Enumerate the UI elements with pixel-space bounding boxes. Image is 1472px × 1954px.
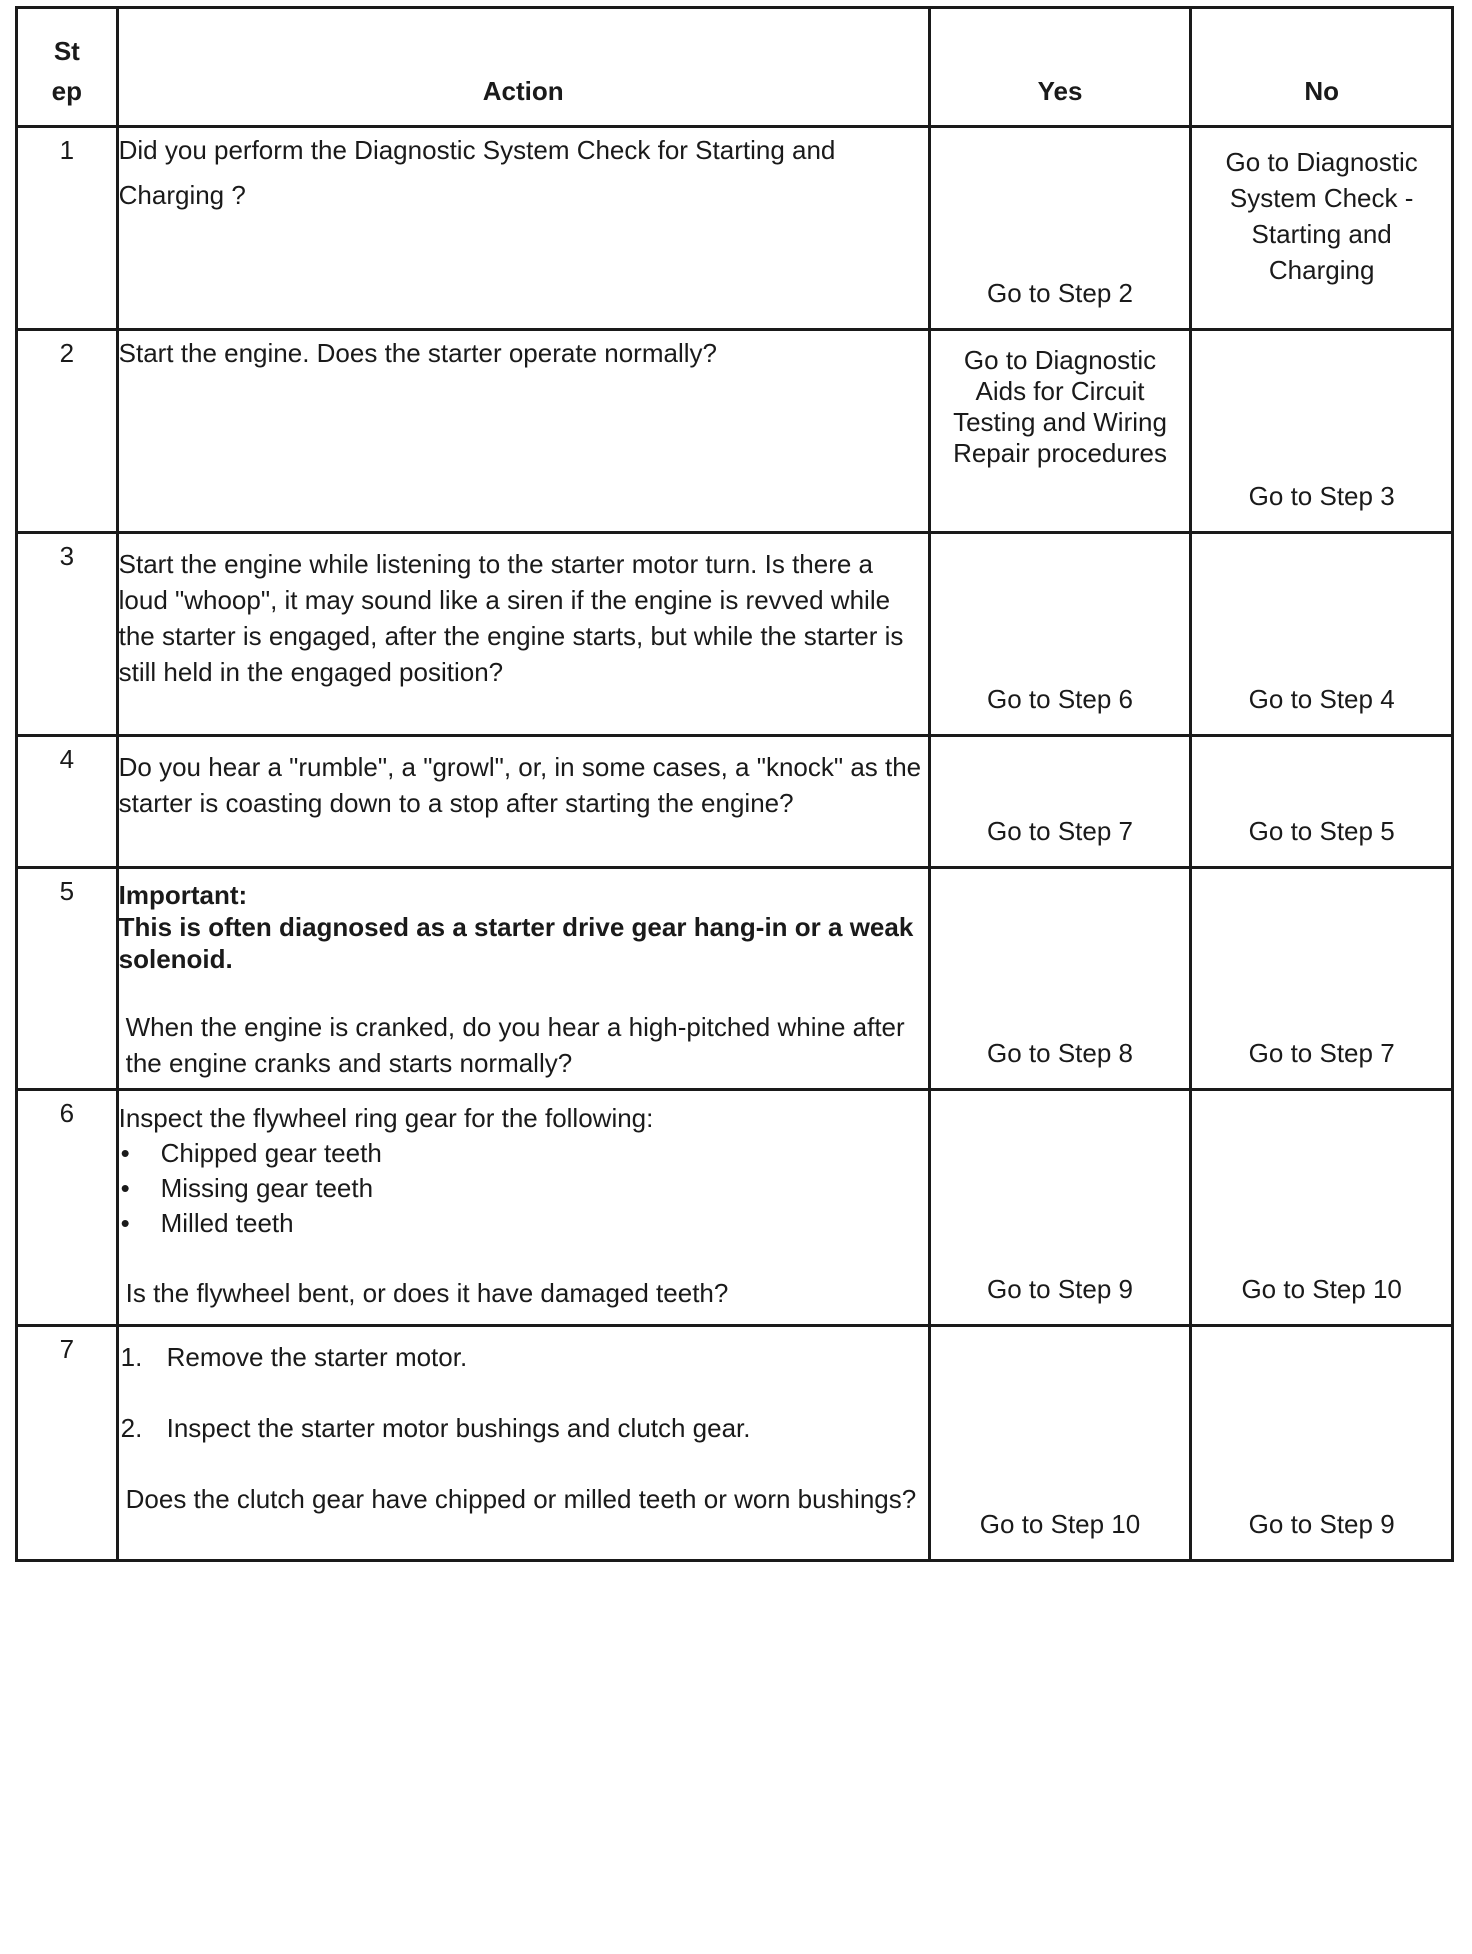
no-link[interactable]: Go to Step 4 — [1248, 684, 1395, 714]
yes-cell — [929, 736, 1191, 868]
step-number: 4 — [17, 736, 118, 868]
yes-cell — [929, 533, 1191, 736]
action-text: Start the engine. Does the starter operate normally? — [117, 330, 929, 533]
yes-link[interactable]: Go to Step 10 — [979, 1509, 1141, 1539]
table-row — [17, 533, 1453, 736]
table-row — [17, 127, 1453, 330]
no-link[interactable]: Go to Step 9 — [1248, 1509, 1395, 1539]
step-number: 3 — [17, 533, 118, 736]
no-cell — [1191, 736, 1453, 868]
no-cell — [1191, 127, 1453, 330]
no-link[interactable]: Go to Step 7 — [1248, 1038, 1395, 1068]
header-action: Action — [117, 8, 929, 127]
header-no: No — [1191, 8, 1453, 127]
no-cell — [1191, 1090, 1453, 1326]
bullet-icon: • — [120, 1138, 130, 1168]
step-number: 6 — [17, 1090, 118, 1326]
list-item: • Milled teeth — [119, 1206, 928, 1241]
header-row — [17, 8, 1453, 127]
step-number: 2 — [17, 330, 118, 533]
yes-link[interactable]: Go to Step 8 — [987, 1038, 1133, 1068]
step-number: 1 — [17, 127, 118, 330]
no-cell — [1191, 533, 1453, 736]
yes-link[interactable]: Go to Step 7 — [987, 816, 1133, 846]
no-link[interactable]: Go to Diagnostic System Check - Starting and Charging — [1225, 147, 1418, 285]
header-yes: Yes — [929, 8, 1191, 127]
no-link[interactable]: Go to Step 5 — [1248, 816, 1395, 846]
yes-cell — [929, 1090, 1191, 1326]
yes-link[interactable]: Go to Step 2 — [987, 278, 1133, 308]
no-link[interactable]: Go to Step 3 — [1248, 481, 1395, 511]
yes-cell — [929, 868, 1191, 1090]
action-text: When the engine is cranked, do you hear a high-pitched whine after the engine cranks and starts normally? — [125, 1012, 905, 1078]
action-text: Is the flywheel bent, or does it have damaged teeth? — [125, 1278, 729, 1308]
important-text: This is often diagnosed as a starter drive gear hang-in or a weak solenoid. — [118, 912, 914, 974]
yes-cell — [929, 1326, 1191, 1561]
header-step: St ep — [17, 8, 118, 127]
step-number: 7 — [17, 1326, 118, 1561]
yes-link[interactable]: Go to Step 6 — [987, 684, 1133, 714]
action-text: Start the engine while listening to the starter motor turn. Is there a loud "whoop", it may sound like a siren if the engine is revved while the starter is engaged, after the engine starts, but while the starter is still held in the engaged position? — [117, 533, 929, 736]
action-cell — [117, 868, 929, 1090]
action-text: Does the clutch gear have chipped or milled teeth or worn bushings? — [125, 1484, 917, 1514]
no-link[interactable]: Go to Step 10 — [1241, 1274, 1402, 1304]
list-item: • Chipped gear teeth — [119, 1136, 928, 1171]
step-number: 5 — [17, 868, 118, 1090]
table-row — [17, 1326, 1453, 1561]
table-row — [17, 736, 1453, 868]
action-cell — [117, 1326, 929, 1561]
diagnostic-table — [15, 6, 1454, 1562]
action-text: Did you perform the Diagnostic System Check for Starting and Charging ? — [117, 127, 929, 330]
bullet-icon: • — [120, 1208, 130, 1238]
yes-link[interactable]: Go to Diagnostic Aids for Circuit Testing and Wiring Repair procedures — [953, 345, 1167, 468]
no-cell — [1191, 330, 1453, 533]
no-cell — [1191, 868, 1453, 1090]
table-row — [17, 330, 1453, 533]
inspect-intro: Inspect the flywheel ring gear for the following: — [118, 1103, 654, 1133]
action-text: Do you hear a "rumble", a "growl", or, in some cases, a "knock" as the starter is coasting down to a stop after starting the engine? — [117, 736, 929, 868]
action-cell — [117, 1090, 929, 1326]
list-item: 2. Inspect the starter motor bushings and clutch gear. — [120, 1413, 751, 1443]
list-item: 1. Remove the starter motor. — [120, 1342, 468, 1372]
yes-link[interactable]: Go to Step 9 — [987, 1274, 1133, 1304]
yes-cell — [929, 330, 1191, 533]
important-label: Important: — [118, 880, 248, 910]
no-cell — [1191, 1326, 1453, 1561]
bullet-icon: • — [120, 1173, 130, 1203]
table-row — [17, 868, 1453, 1090]
table-row — [17, 1090, 1453, 1326]
yes-cell — [929, 127, 1191, 330]
list-item: • Missing gear teeth — [119, 1171, 928, 1206]
